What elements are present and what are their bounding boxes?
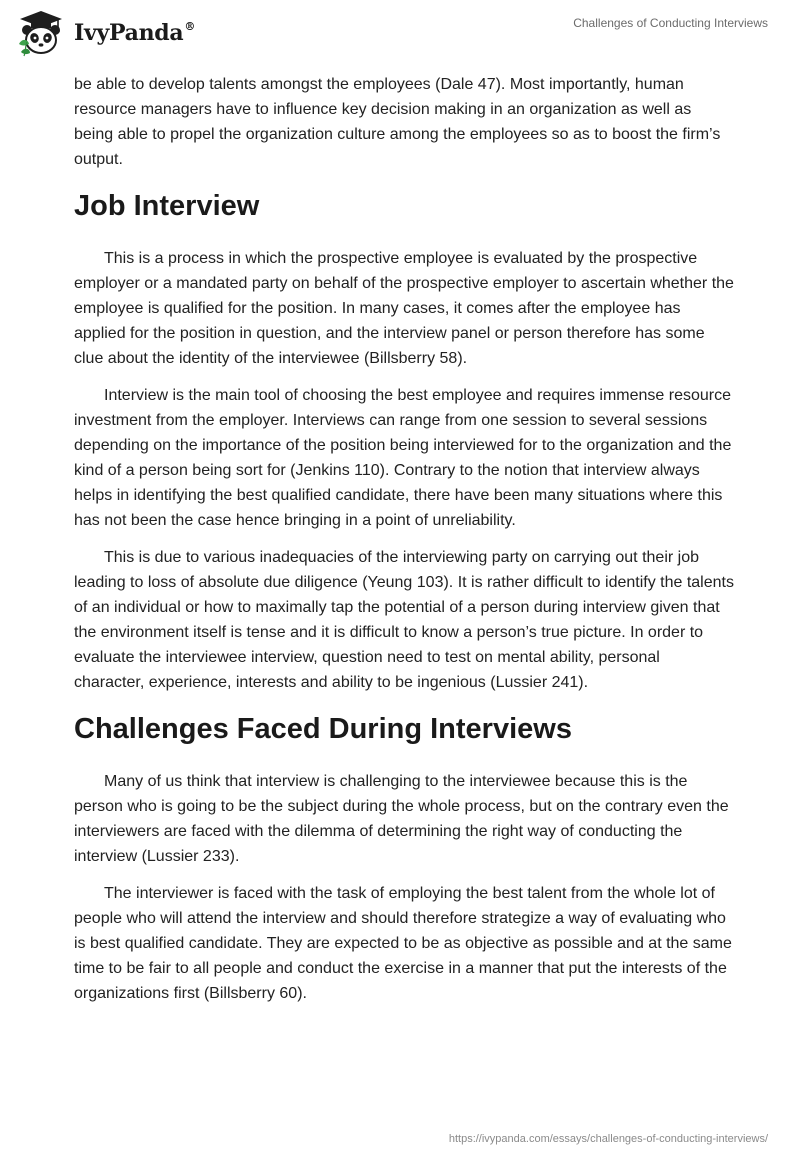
paragraph: Interview is the main tool of choosing the best employee and requires immense resource investment from the employer. Interviews can range from one session to several sessions depending on the importance of the position being interviewed for to the organization and the kind of a person being sort for (Jenkins 110). Contrary to the notion that interview always helps in identifying the best qualified candidate, there have been many situations where this has not been the case hence bringing in a point of unreliability. [74, 387, 732, 529]
panda-logo-icon [16, 8, 66, 58]
intro-paragraph: be able to develop talents amongst the employees (Dale 47). Most importantly, human resource managers have to influence key decision making in an organization as well as being able to propel the organization culture among the employees so as to boost the firm’s output. [74, 76, 721, 168]
section-heading-challenges: Challenges Faced During Interviews [74, 713, 572, 745]
essay-content [74, 72, 734, 1018]
document-title: Challenges of Conducting Interviews [573, 16, 768, 30]
registered-mark: ® [184, 19, 196, 33]
paragraph: The interviewer is faced with the task of employing the best talent from the whole lot of people who will attend the interview and should therefore strategize a way of evaluating who is best qualified candidate. They are expected to be as objective as possible and at the same time to be fair to all people and conduct the exercise in a manner that put the interests of the organizations first (Billsberry 60). [74, 885, 732, 1002]
brand-name: IvyPanda® [74, 19, 196, 46]
page-header [0, 0, 800, 66]
source-url-link[interactable]: https://ivypanda.com/essays/challenges-of-conducting-interviews/ [448, 1133, 768, 1145]
paragraph: This is due to various inadequacies of the interviewing party on carrying out their job leading to loss of absolute due diligence (Yeung 103). It is rather difficult to identify the talents of an individual or how to maximally tap the potential of a person during interview given that the environment itself is tense and it is difficult to know a person’s true picture. In order to evaluate the interviewee interview, question need to test on mental ability, personal character, experience, interests and ability to be ingenious (Lussier 241). [74, 549, 734, 691]
paragraph: This is a process in which the prospective employee is evaluated by the prospective employer or a mandated party on behalf of the prospective employer to ascertain whether the employee is qualified for the position. In many cases, it comes after the employee has applied for the position in question, and the interview panel or person therefore has some clue about the identity of the interviewee (Billsberry 58). [74, 250, 734, 367]
ivypanda-logo[interactable] [16, 8, 194, 58]
section-heading-job-interview: Job Interview [74, 190, 260, 222]
paragraph: Many of us think that interview is challenging to the interviewee because this is the person who is going to be the subject during the whole process, but on the contrary even the interviewers are faced with the dilemma of determining the right way of conducting the interview (Lussier 233). [74, 773, 729, 865]
